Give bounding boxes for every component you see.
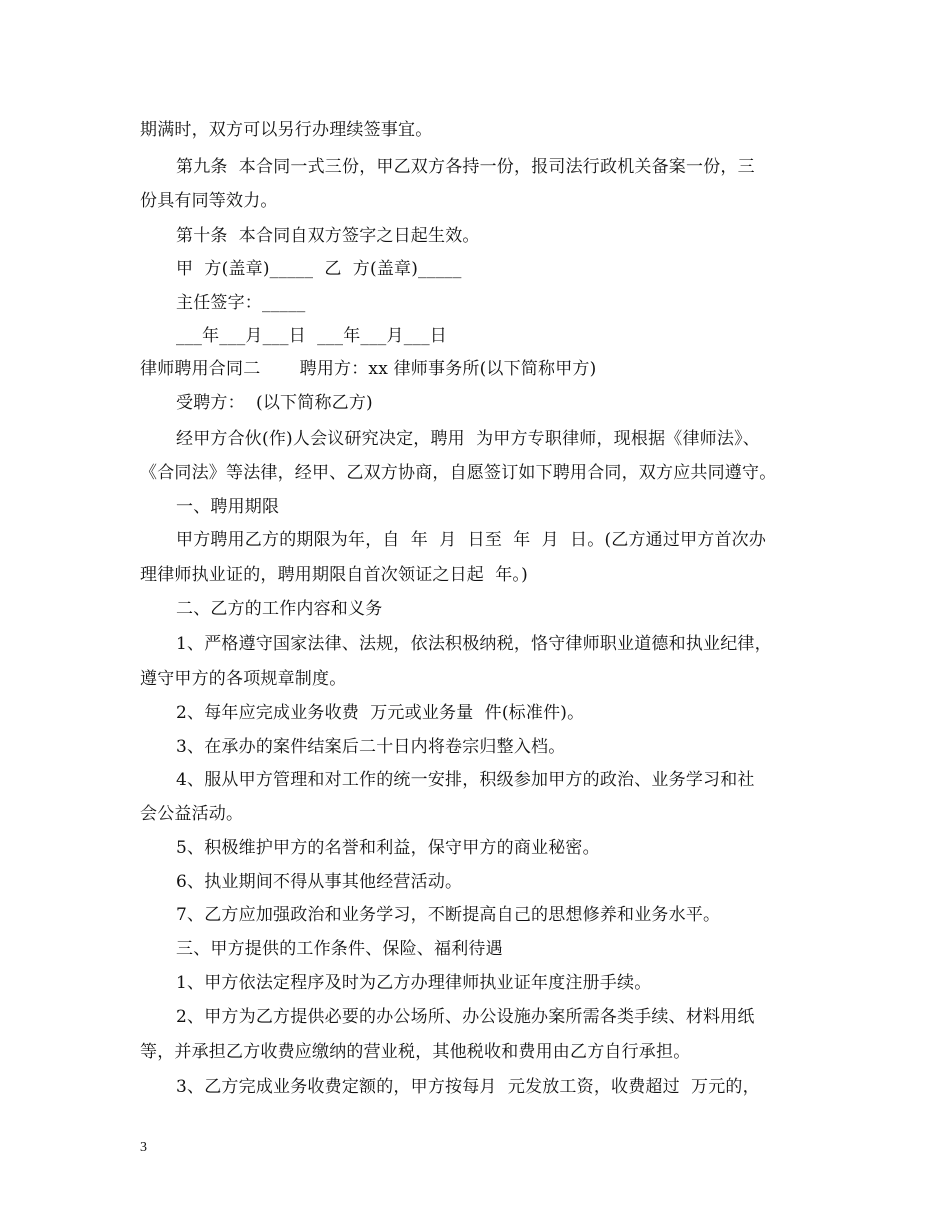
page-number: 3: [140, 1140, 147, 1155]
text-line: 1、甲方依法定程序及时为乙方办理律师执业证年度注册手续。: [176, 973, 652, 993]
date-line: ___年___月___日 ___年___月___日: [176, 326, 448, 346]
text-line: 5、积极维护甲方的名誉和利益，保守甲方的商业秘密。: [176, 838, 600, 858]
signature-line: 甲 方(盖章)_____ 乙 方(盖章)_____: [176, 259, 462, 279]
text-line: 受聘方： (以下简称乙方): [176, 393, 373, 413]
text-line: 会公益活动。: [140, 804, 244, 824]
text-line: 6、执业期间不得从事其他经营活动。: [176, 872, 463, 892]
text-line: 经甲方合伙(作)人会议研究决定，聘用 为甲方专职律师，现根据《律师法》、: [176, 429, 760, 449]
text-line: 遵守甲方的各项规章制度。: [140, 669, 347, 689]
text-line: 甲方聘用乙方的期限为年，自 年 月 日至 年 月 日。(乙方通过甲方首次办: [176, 530, 767, 550]
text-line: 3、在承办的案件结案后二十日内将卷宗归整入档。: [176, 737, 566, 757]
text-line: 期满时，双方可以另行办理续签事宜。: [140, 120, 433, 140]
section-title: 律师聘用合同二 聘用方：xx 律师事务所(以下简称甲方): [140, 359, 597, 379]
text-line: 1、严格遵守国家法律、法规，依法积极纳税，恪守律师职业道德和执业纪律，: [176, 634, 772, 654]
text-line: 《合同法》等法律，经甲、乙双方协商，自愿签订如下聘用合同，双方应共同遵守。: [140, 463, 777, 483]
text-line: 7、乙方应加强政治和业务学习，不断提高自己的思想修养和业务水平。: [176, 905, 721, 925]
text-line: 份具有同等效力。: [140, 191, 278, 211]
signature-line: 主任签字：_____: [176, 293, 306, 313]
clause-heading: 一、聘用期限: [176, 497, 280, 517]
clause-heading: 二、乙方的工作内容和义务: [176, 599, 383, 619]
text-line: 理律师执业证的，聘用期限自首次领证之日起 年。): [140, 565, 528, 585]
text-line: 2、甲方为乙方提供必要的办公场所、办公设施办案所需各类手续、材料用纸: [176, 1007, 755, 1027]
text-line: 第十条 本合同自双方签字之日起生效。: [176, 226, 480, 246]
text-line: 4、服从甲方管理和对工作的统一安排，积级参加甲方的政治、业务学习和社: [176, 770, 755, 790]
text-line: 第九条 本合同一式三份，甲乙双方各持一份，报司法行政机关备案一份，三: [176, 157, 755, 177]
text-line: 等，并承担乙方收费应缴纳的营业税，其他税收和费用由乙方自行承担。: [140, 1042, 691, 1062]
text-line: 2、每年应完成业务收费 万元或业务量 件(标准件)。: [176, 703, 585, 723]
text-line: 3、乙方完成业务收费定额的，甲方按每月 元发放工资，收费超过 万元的，: [176, 1077, 760, 1097]
clause-heading: 三、甲方提供的工作条件、保险、福利待遇: [176, 939, 503, 959]
